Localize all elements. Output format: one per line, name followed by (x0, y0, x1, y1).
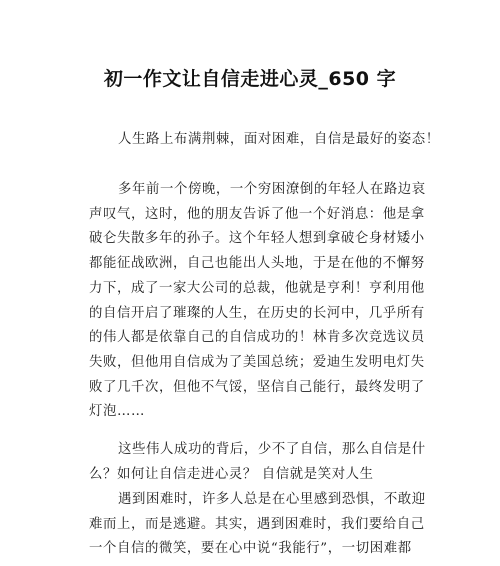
paragraph-line: 败了几千次，但他不气馁，坚信自己能行，最终发明了 (89, 379, 425, 395)
paragraph-2 (89, 178, 426, 425)
paragraph-line: 这些伟人成功的背后，少不了自信，那么自信是什 (118, 442, 426, 457)
paragraph-line: 的伟人都是依靠自己的自信成功的！林肯多次竞选议员 (89, 330, 425, 346)
paragraph-1 (89, 128, 440, 153)
paragraph-line: 力下，成了一家大公司的总裁，他就是亨利！亨利用他 (89, 280, 425, 296)
paragraph-line: 一个自信的微笑，要在心中说“我能行”，一切困难都 (89, 541, 412, 557)
paragraph-line: 遇到困难时，许多人总是在心里感到恐惧，不敢迎 (118, 492, 426, 507)
paragraph-4 (89, 488, 426, 562)
paragraph-line: 难而上，而是逃避。其实，遇到困难时，我们要给自己 (89, 516, 425, 532)
page-title: 初一作文让自信走进心灵_650 字 (103, 68, 397, 90)
paragraph-line: 破仑失散多年的孙子。这个年轻人想到拿破仑身材矮小 (89, 231, 425, 247)
paragraph-line: 灯泡…… (89, 404, 145, 420)
paragraph-line: 的自信开启了璀璨的人生，在历史的长河中，几乎所有 (89, 305, 425, 321)
paragraph-line: 么？如何让自信走进心灵？ 自信就是笑对人生 (89, 466, 374, 482)
paragraph-line: 人生路上布满荆棘，面对困难，自信是最好的姿态！ (118, 132, 440, 147)
paragraph-line: 多年前一个傍晚，一个穷困潦倒的年轻人在路边哀 (118, 182, 426, 197)
paragraph-line: 失败，但他用自信成为了美国总统；爱迪生发明电灯失 (89, 354, 425, 370)
paragraph-3 (89, 438, 426, 487)
paragraph-line: 声叹气，这时，他的朋友告诉了他一个好消息：他是拿 (89, 206, 425, 222)
paragraph-line: 都能征战欧洲，自己也能出人头地，于是在他的不懈努 (89, 256, 425, 272)
